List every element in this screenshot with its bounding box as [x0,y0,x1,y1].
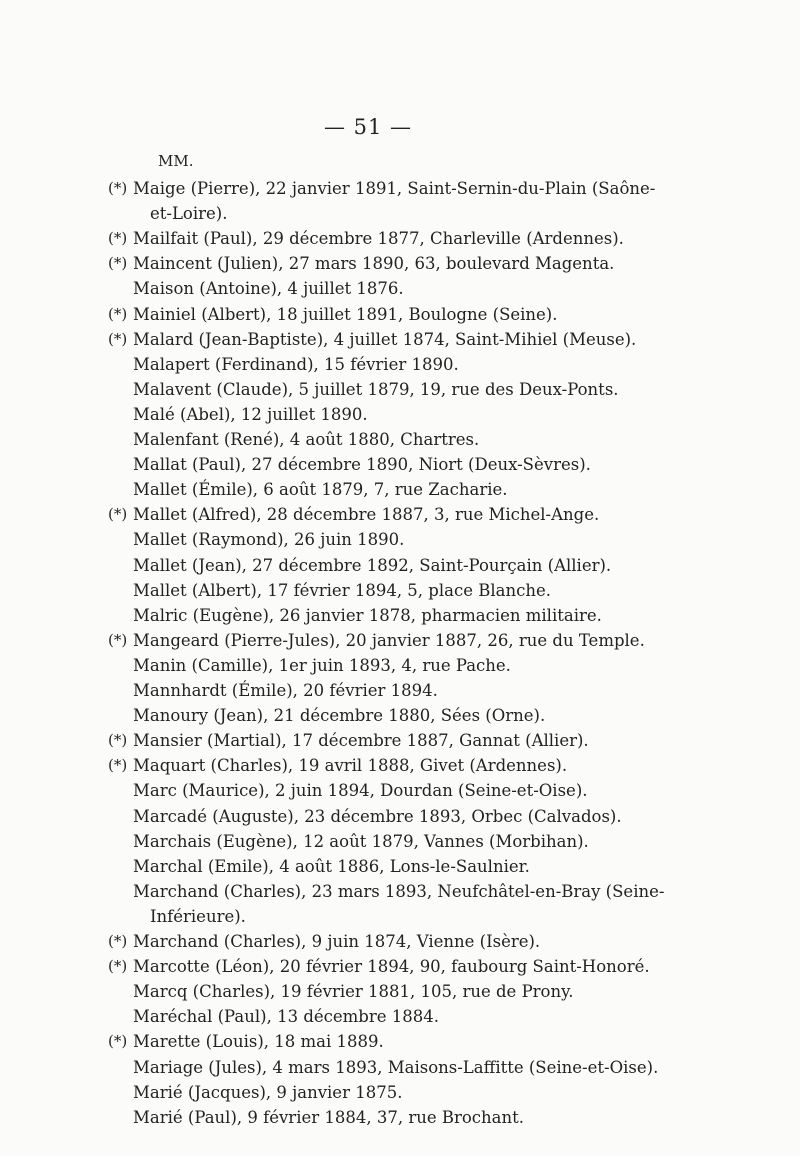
asterisk-marker: (*) [108,731,128,750]
entry-text: Marié (Paul), 9 février 1884, 37, rue Brochant. [133,1107,525,1127]
asterisk-marker: (*) [108,756,128,775]
entry-text: Mallet (Émile), 6 août 1879, 7, rue Zacharie. [133,480,508,500]
entry-text: Malé (Abel), 12 juillet 1890. [133,404,368,424]
entry-text: Marcadé (Auguste), 23 décembre 1893, Orbec (Calvados). [133,806,622,826]
asterisk-marker: (*) [108,505,128,524]
entry-text: Marcq (Charles), 19 février 1881, 105, rue de Prony. [133,982,574,1002]
entry-text: Mallet (Jean), 27 décembre 1892, Saint-Pourçain (Allier). [133,555,612,575]
entry-text: Malavent (Claude), 5 juillet 1879, 19, rue des Deux-Ponts. [133,379,619,399]
entry-text: Maige (Pierre), 22 janvier 1891, Saint-Sernin-du-Plain (Saône- [133,179,656,198]
entry-text: Mailfait (Paul), 29 décembre 1877, Charleville (Ardennes). [133,229,624,249]
entry-text: Mannhardt (Émile), 20 février 1894. [133,681,438,700]
asterisk-marker: (*) [108,304,128,323]
entry-text: Marc (Maurice), 2 juin 1894, Dourdan (Seine-et-Oise). [133,781,588,801]
entry-text: Malenfant (René), 4 août 1880, Chartres. [133,430,480,449]
entry-continuation-text: et-Loire). [150,204,228,224]
asterisk-marker: (*) [108,329,128,348]
entry-text: Mansier (Martial), 17 décembre 1887, Gannat (Allier). [133,731,589,751]
entry-continuation-text: Inférieure). [150,906,246,926]
entry-text: Marchand (Charles), 9 juin 1874, Vienne (Isère). [133,932,541,951]
entry-text: Marié (Jacques), 9 janvier 1875. [133,1082,403,1102]
entry-text: Maquart (Charles), 19 avril 1888, Givet (Ardennes). [133,756,568,776]
entry-text: Marchais (Eugène), 12 août 1879, Vannes (Morbihan). [133,831,589,851]
entry-text: Mainiel (Albert), 18 juillet 1891, Boulogne (Seine). [133,304,558,324]
asterisk-marker: (*) [108,630,128,649]
entry-text: Malard (Jean-Baptiste), 4 juillet 1874, Saint-Mihiel (Meuse). [133,329,637,349]
entry-text: Mallet (Alfred), 28 décembre 1887, 3, rue Michel-Ange. [133,505,600,525]
asterisk-marker: (*) [108,1032,128,1051]
entry-text: Maison (Antoine), 4 juillet 1876. [133,279,404,299]
entry-text: Maincent (Julien), 27 mars 1890, 63, boulevard Magenta. [133,254,615,274]
asterisk-marker: (*) [108,229,128,248]
asterisk-marker: (*) [108,957,128,976]
list-heading: MM. [158,152,194,170]
entry-text: Mallet (Albert), 17 février 1894, 5, place Blanche. [133,580,551,600]
entry-text: Manin (Camille), 1er juin 1893, 4, rue Pache. [133,655,511,675]
entry-text: Malapert (Ferdinand), 15 février 1890. [133,354,459,374]
entry-text: Marchand (Charles), 23 mars 1893, Neufchâtel-en-Bray (Seine- [133,881,665,901]
entry-text: Manoury (Jean), 21 décembre 1880, Sées (Orne). [133,706,546,726]
entry-text: Mariage (Jules), 4 mars 1893, Maisons-Laffitte (Seine-et-Oise). [133,1057,659,1077]
asterisk-marker: (*) [108,179,128,197]
entry-text: Mallat (Paul), 27 décembre 1890, Niort (Deux-Sèvres). [133,455,591,475]
entry-text: Marcotte (Léon), 20 février 1894, 90, faubourg Saint-Honoré. [133,957,650,977]
entry-text: Marchal (Emile), 4 août 1886, Lons-le-Saulnier. [133,856,530,876]
entry-text: Maréchal (Paul), 13 décembre 1884. [133,1007,439,1027]
asterisk-marker: (*) [108,932,128,950]
entry-text: Malric (Eugène), 26 janvier 1878, pharmacien militaire. [133,605,602,625]
entry-text: Mangeard (Pierre-Jules), 20 janvier 1887, 26, rue du Temple. [133,630,645,650]
entry-text: Mallet (Raymond), 26 juin 1890. [133,530,405,550]
asterisk-marker: (*) [108,254,128,273]
page-number: — 51 — [323,115,413,139]
entry-text: Marette (Louis), 18 mai 1889. [133,1032,384,1052]
